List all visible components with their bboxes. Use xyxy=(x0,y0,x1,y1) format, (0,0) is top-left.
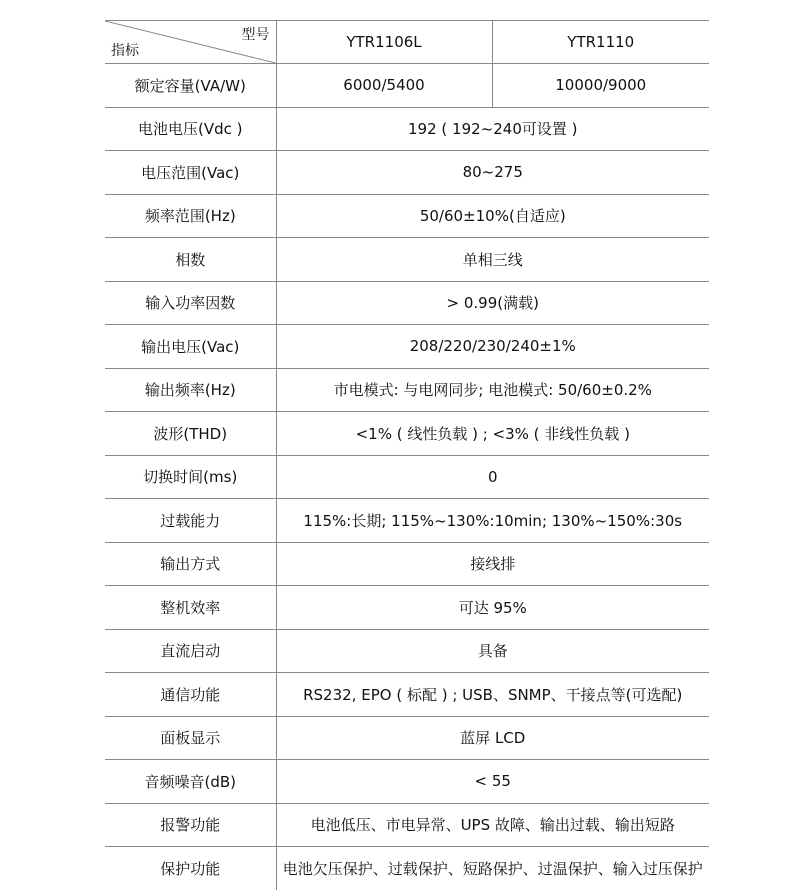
model-header-label: 型号 xyxy=(241,27,270,43)
row-value: 接线排 xyxy=(276,542,709,586)
row-label: 通信功能 xyxy=(105,673,276,717)
row-label: 波形(THD) xyxy=(105,412,276,456)
row-label: 保护功能 xyxy=(105,847,276,890)
table-row xyxy=(105,760,709,804)
header-corner-cell xyxy=(105,21,276,64)
row-value: 115%:长期; 115%~130%:10min; 130%~150%:30s xyxy=(276,499,709,543)
row-label: 输出方式 xyxy=(105,542,276,586)
model-column-header: YTR1110 xyxy=(492,21,709,64)
table-row xyxy=(105,499,709,543)
row-label: 过载能力 xyxy=(105,499,276,543)
table-row xyxy=(105,325,709,369)
table-row xyxy=(105,107,709,151)
row-label: 直流启动 xyxy=(105,629,276,673)
row-value: 192 ( 192~240可设置 ) xyxy=(276,107,709,151)
row-label: 频率范围(Hz) xyxy=(105,194,276,238)
row-value: 可达 95% xyxy=(276,586,709,630)
table-row xyxy=(105,238,709,282)
row-value: 0 xyxy=(276,455,709,499)
row-label: 输入功率因数 xyxy=(105,281,276,325)
spec-table xyxy=(105,20,709,890)
table-row xyxy=(105,586,709,630)
table-row xyxy=(105,803,709,847)
row-label: 面板显示 xyxy=(105,716,276,760)
table-row xyxy=(105,151,709,195)
row-label: 电池电压(Vdc ) xyxy=(105,107,276,151)
row-label: 报警功能 xyxy=(105,803,276,847)
table-row xyxy=(105,368,709,412)
row-value: 具备 xyxy=(276,629,709,673)
table-row xyxy=(105,64,709,108)
table-row xyxy=(105,629,709,673)
row-label: 切换时间(ms) xyxy=(105,455,276,499)
row-value: RS232, EPO ( 标配 ) ; USB、SNMP、干接点等(可选配) xyxy=(276,673,709,717)
table-row xyxy=(105,847,709,890)
row-value: 市电模式: 与电网同步; 电池模式: 50/60±0.2% xyxy=(276,368,709,412)
table-row xyxy=(105,455,709,499)
table-row xyxy=(105,194,709,238)
row-value: 单相三线 xyxy=(276,238,709,282)
model-column-header: YTR1106L xyxy=(276,21,492,64)
row-value: 电池低压、市电异常、UPS 故障、输出过载、输出短路 xyxy=(276,803,709,847)
table-row xyxy=(105,673,709,717)
row-value: 80~275 xyxy=(276,151,709,195)
table-row xyxy=(105,281,709,325)
table-row xyxy=(105,542,709,586)
row-value: 蓝屏 LCD xyxy=(276,716,709,760)
row-label: 整机效率 xyxy=(105,586,276,630)
row-label: 额定容量(VA/W) xyxy=(105,64,276,108)
header-row xyxy=(105,21,709,64)
row-value: 50/60±10%(自适应) xyxy=(276,194,709,238)
row-value: 6000/5400 xyxy=(276,64,492,108)
row-value: 10000/9000 xyxy=(492,64,709,108)
row-label: 输出频率(Hz) xyxy=(105,368,276,412)
row-value: < 55 xyxy=(276,760,709,804)
row-label: 电压范围(Vac) xyxy=(105,151,276,195)
row-value: 208/220/230/240±1% xyxy=(276,325,709,369)
row-value: 电池欠压保护、过载保护、短路保护、过温保护、输入过压保护 xyxy=(276,847,709,890)
row-label: 输出电压(Vac) xyxy=(105,325,276,369)
row-value: <1% ( 线性负载 ) ; <3% ( 非线性负载 ) xyxy=(276,412,709,456)
row-label: 音频噪音(dB) xyxy=(105,760,276,804)
row-label: 相数 xyxy=(105,238,276,282)
row-value: > 0.99(满载) xyxy=(276,281,709,325)
spec-header-label: 指标 xyxy=(111,43,139,59)
table-row xyxy=(105,716,709,760)
table-row xyxy=(105,412,709,456)
